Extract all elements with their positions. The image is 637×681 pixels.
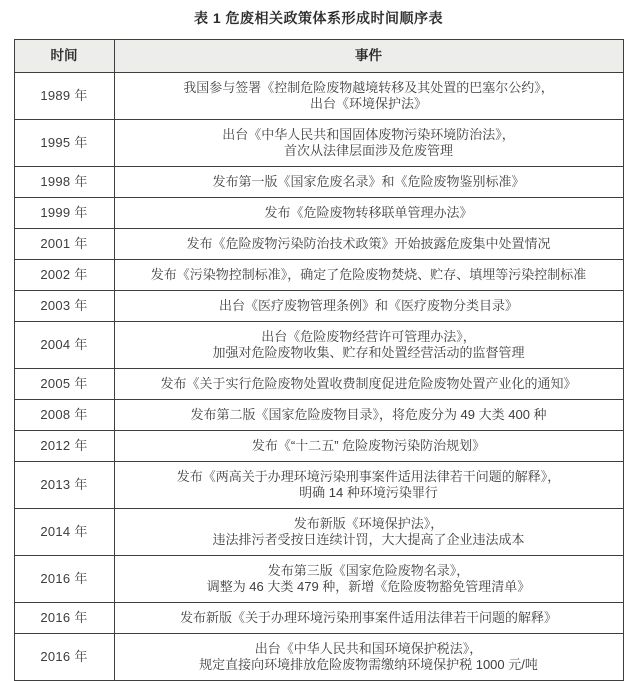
year-cell: 1999 年 [14, 198, 114, 229]
year-cell: 1989 年 [14, 73, 114, 120]
year-cell: 2012 年 [14, 431, 114, 462]
table-row [14, 509, 623, 556]
event-cell: 发布《危险废物污染防治技术政策》开始披露危废集中处置情况 [114, 229, 623, 260]
event-cell: 我国参与签署《控制危险废物越境转移及其处置的巴塞尔公约》， 出台《环境保护法》 [114, 73, 623, 120]
table-row [14, 198, 623, 229]
year-cell: 1995 年 [14, 120, 114, 167]
table-row [14, 400, 623, 431]
year-cell: 2013 年 [14, 462, 114, 509]
table-row [14, 167, 623, 198]
event-cell: 发布第三版《国家危险废物名录》， 调整为 46 大类 479 种，新增《危险废物豁免管理清单》 [114, 556, 623, 603]
event-cell: 出台《中华人民共和国固体废物污染环境防治法》， 首次从法律层面涉及危废管理 [114, 120, 623, 167]
year-cell: 2003 年 [14, 291, 114, 322]
policy-timeline-table [14, 39, 624, 681]
year-cell: 2016 年 [14, 634, 114, 681]
table-row [14, 229, 623, 260]
year-cell: 2001 年 [14, 229, 114, 260]
column-header-event: 事件 [114, 40, 623, 73]
event-cell: 发布第二版《国家危险废物目录》，将危废分为 49 大类 400 种 [114, 400, 623, 431]
table-row [14, 603, 623, 634]
year-cell: 2004 年 [14, 322, 114, 369]
event-cell: 发布《关于实行危险废物处置收费制度促进危险废物处置产业化的通知》 [114, 369, 623, 400]
table-row [14, 120, 623, 167]
event-cell: 发布《危险废物转移联单管理办法》 [114, 198, 623, 229]
table-row [14, 291, 623, 322]
year-cell: 2016 年 [14, 603, 114, 634]
table-row [14, 369, 623, 400]
year-cell: 2005 年 [14, 369, 114, 400]
year-cell: 2008 年 [14, 400, 114, 431]
table-row [14, 260, 623, 291]
year-cell: 1998 年 [14, 167, 114, 198]
event-cell: 出台《医疗废物管理条例》和《医疗废物分类目录》 [114, 291, 623, 322]
event-cell: 发布《污染物控制标准》，确定了危险废物焚烧、贮存、填埋等污染控制标准 [114, 260, 623, 291]
header-row [14, 40, 623, 73]
table-row [14, 634, 623, 681]
year-cell: 2014 年 [14, 509, 114, 556]
table-row [14, 322, 623, 369]
event-cell: 发布第一版《国家危废名录》和《危险废物鉴别标准》 [114, 167, 623, 198]
event-cell: 发布新版《环境保护法》， 违法排污者受按日连续计罚，大大提高了企业违法成本 [114, 509, 623, 556]
event-cell: 出台《中华人民共和国环境保护税法》， 规定直接向环境排放危险废物需缴纳环境保护税 1000 元/吨 [114, 634, 623, 681]
event-cell: 发布新版《关于办理环境污染刑事案件适用法律若干问题的解释》 [114, 603, 623, 634]
table-row [14, 431, 623, 462]
table-row [14, 73, 623, 120]
table-header [14, 40, 623, 73]
table-body [14, 73, 623, 681]
table-caption: 表 1 危废相关政策体系形成时间顺序表 [193, 10, 444, 26]
year-cell: 2002 年 [14, 260, 114, 291]
column-header-time: 时间 [14, 40, 114, 73]
year-cell: 2016 年 [14, 556, 114, 603]
event-cell: 发布《两高关于办理环境污染刑事案件适用法律若干问题的解释》， 明确 14 种环境污染罪行 [114, 462, 623, 509]
event-cell: 出台《危险废物经营许可管理办法》， 加强对危险废物收集、贮存和处置经营活动的监督管理 [114, 322, 623, 369]
event-cell: 发布《“十二五” 危险废物污染防治规划》 [114, 431, 623, 462]
table-row [14, 556, 623, 603]
table-row [14, 462, 623, 509]
